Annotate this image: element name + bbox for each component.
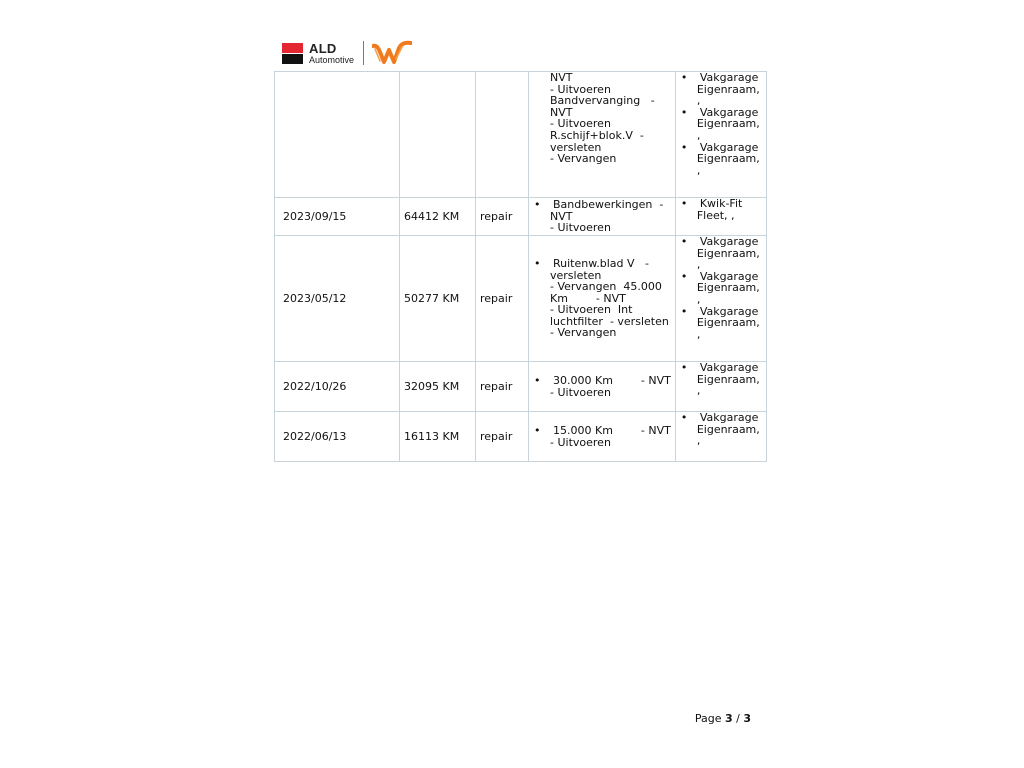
activity-line: - Uitvoeren [550,385,611,399]
location-list [680,198,762,221]
location-item [680,362,762,397]
location-item [680,306,762,341]
cell-type: repair [476,362,529,412]
location-line: Eigenraam, [696,316,760,330]
cell-activities [529,412,676,462]
cell-mileage: 50277 KM [400,236,476,362]
activity-line: - Vervangen [550,152,617,166]
location-line: , [696,258,701,272]
location-line: , [696,434,701,448]
activity-line [533,258,671,270]
table-row [275,236,767,362]
location-line: , [696,292,701,306]
location-line: Eigenraam, [696,152,760,166]
current-page: 3 [724,712,733,725]
location-line: • Vakgarage [699,411,759,424]
cell-date: 2022/10/26 [275,362,400,412]
location-line: • Kwik-Fit [699,197,743,210]
location-line: Eigenraam, [696,281,760,295]
activity-line: luchtfilter - versleten [550,314,669,328]
cell-mileage: 32095 KM [400,362,476,412]
activity-text: 30.000 Km - NVT [553,373,671,387]
cell-date: 2023/09/15 [275,198,400,236]
logo-divider [363,41,364,65]
bullet-icon: • [534,373,541,387]
activity-line [533,375,671,387]
activity-line: - Uitvoeren [550,82,611,96]
w-logo-icon [372,40,412,66]
location-line: Eigenraam, [696,117,760,131]
ald-brand-subtitle: Automotive [309,54,355,65]
cell-activities [529,362,676,412]
location-item [680,107,762,142]
activity-line: Km - NVT [550,291,626,305]
activity-list [533,425,671,448]
table-row [275,198,767,236]
bullet-icon: • [534,423,541,437]
ald-logo-text [309,42,354,65]
page-number [695,712,751,725]
location-line: • Vakgarage [699,361,759,374]
location-line: Eigenraam, [696,372,760,386]
cell-type: repair [476,412,529,462]
cell-date: 2023/05/12 [275,236,400,362]
ald-brand-name: ALD [309,40,337,56]
cell-type [476,72,529,198]
activity-line: versleten [550,140,602,154]
header-logos [282,38,412,68]
location-list [680,412,762,447]
location-list [680,72,762,176]
table-row [275,412,767,462]
cell-mileage: 64412 KM [400,198,476,236]
activity-list [533,258,671,339]
location-list [680,362,762,397]
cell-type: repair [476,236,529,362]
location-item [680,236,762,271]
location-item [680,72,762,107]
maintenance-history-table [274,71,767,462]
location-item [680,198,762,221]
activity-list [533,72,671,165]
bullet-icon: • [534,256,541,270]
location-line: • Vakgarage [699,105,759,119]
activity-line: NVT [550,71,573,84]
activity-text: Ruitenw.blad V - [553,256,649,270]
cell-locations [675,72,766,198]
table-row [275,72,767,198]
activity-line: Bandvervanging - [550,94,655,108]
location-line: , [696,163,701,177]
activity-line: - Uitvoeren [550,117,611,131]
location-line: • Vakgarage [699,304,759,318]
cell-date: 2022/06/13 [275,412,400,462]
activity-text: 15.000 Km - NVT [553,423,671,437]
location-line: Eigenraam, [696,422,760,436]
location-item [680,271,762,306]
cell-mileage: 16113 KM [400,412,476,462]
location-list [680,236,762,340]
activity-list [533,199,671,234]
location-line: • Vakgarage [699,269,759,283]
cell-locations [675,362,766,412]
cell-activities [529,72,676,198]
location-line: • Vakgarage [699,235,759,248]
page-label: Page [694,712,722,725]
location-line: • Vakgarage [699,140,759,154]
cell-activities [529,236,676,362]
location-line: Eigenraam, [696,246,760,260]
activity-line: NVT [550,105,573,119]
activity-text: Bandbewerkingen - [553,198,664,212]
location-line: , [696,327,701,341]
cell-locations [675,236,766,362]
location-item [680,412,762,447]
location-line: Eigenraam, [696,82,760,96]
cell-locations [675,198,766,236]
activity-line: - Uitvoeren [550,221,611,235]
activity-list [533,375,671,398]
bullet-icon: • [534,198,541,212]
activity-line: - Vervangen 45.000 [550,280,662,294]
location-item [680,142,762,177]
activity-line: - Uitvoeren [550,435,611,449]
cell-activities [529,198,676,236]
location-line: , [696,128,701,142]
location-line: Fleet, , [696,208,735,222]
cell-locations [675,412,766,462]
page-separator: / [736,712,740,725]
cell-date [275,72,400,198]
ald-logo-icon [282,43,303,64]
activity-line: R.schijf+blok.V - [550,128,644,142]
activity-line [533,199,671,211]
location-line: • Vakgarage [699,71,759,84]
total-pages: 3 [743,712,751,725]
table-row [275,362,767,412]
activity-line [533,425,671,437]
cell-type: repair [476,198,529,236]
cell-mileage [400,72,476,198]
activity-line: - Uitvoeren Int [550,303,633,317]
activity-line: NVT [550,209,573,223]
activity-line: versleten [550,268,602,282]
location-line: , [696,94,701,108]
location-line: , [696,384,701,398]
activity-line: - Vervangen [550,326,617,340]
